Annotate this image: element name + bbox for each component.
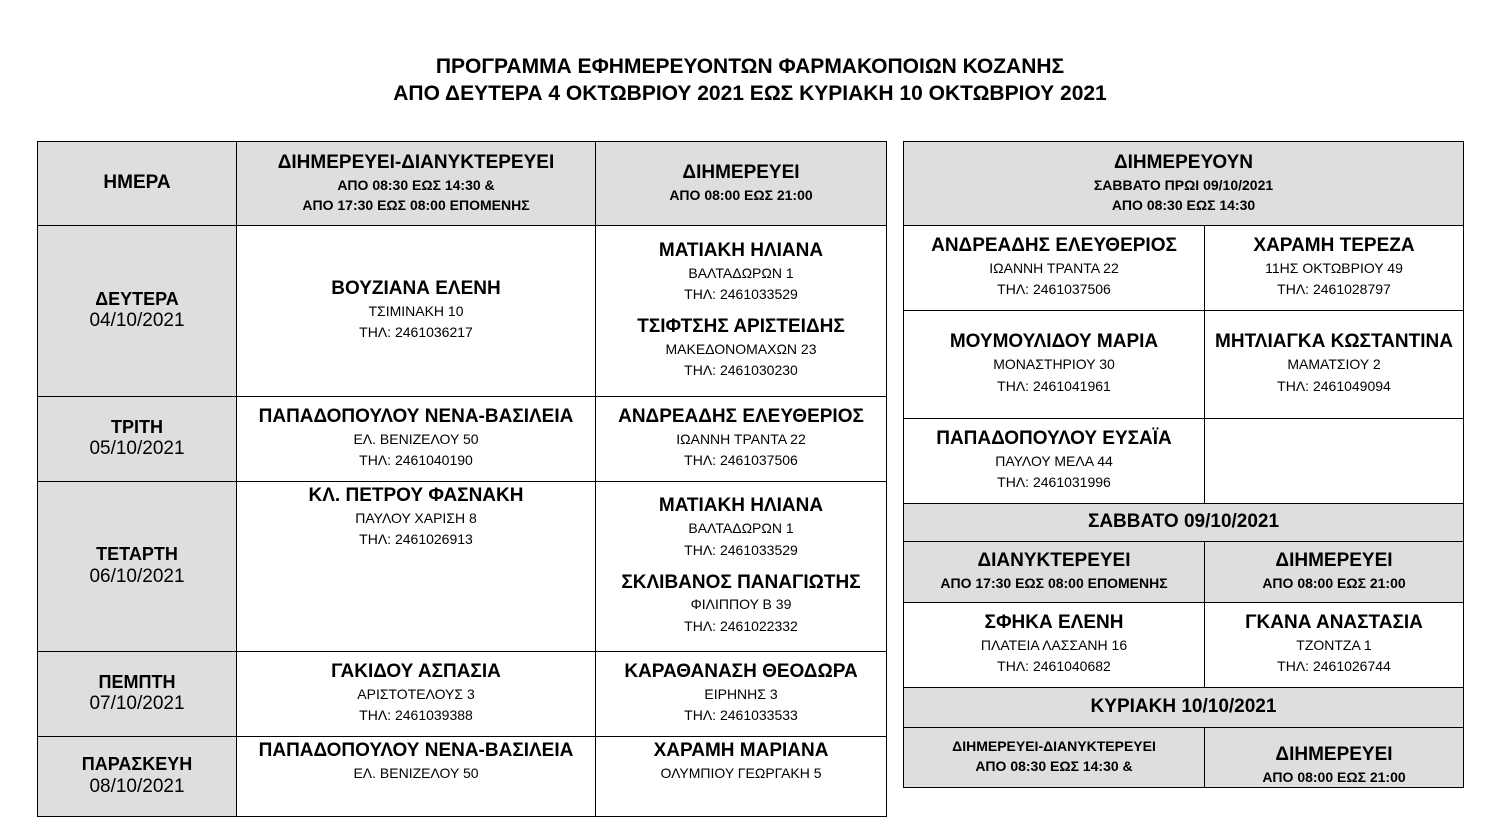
header-day-shift: ΔΙΗΜΕΡΕΥΕΙ ΑΠΟ 08:00 ΕΩΣ 21:00 — [596, 142, 887, 226]
pharmacy-cell: ΧΑΡΑΜΗ ΤΕΡΕΖΑ 11ΗΣ ΟΚΤΩΒΡΙΟΥ 49 ΤΗΛ: 2461028797 — [1205, 226, 1464, 311]
weekend-schedule-table — [903, 141, 1464, 788]
header-night-shift: ΔΙΗΜΕΡΕΥΕΙ-ΔΙΑΝΥΚΤΕΡΕΥΕΙ ΑΠΟ 08:30 ΕΩΣ 14:30 & ΑΠΟ 17:30 ΕΩΣ 08:00 ΕΠΟΜΕΝΗΣ — [237, 142, 596, 226]
weekday-schedule-table — [37, 141, 887, 817]
table-row-thursday — [38, 652, 887, 737]
night-pharmacy-cell: ΚΛ. ΠΕΤΡΟΥ ΦΑΣΝΑΚΗ ΠΑΥΛΟΥ ΧΑΡΙΣΗ 8 ΤΗΛ: 2461026913 — [237, 482, 596, 652]
saturday-shift-header-row — [904, 542, 1464, 603]
pharmacy-cell: ΑΝΔΡΕΑΔΗΣ ΕΛΕΥΘΕΡΙΟΣ ΙΩΑΝΝΗ ΤΡΑΝΤΑ 22 ΤΗΛ: 2461037506 — [904, 226, 1205, 311]
day-pharmacy-cell: ΜΑΤΙΑΚΗ ΗΛΙΑΝΑ ΒΑΛΤΑΔΩΡΩΝ 1 ΤΗΛ: 2461033529 ΣΚΛΙΒΑΝΟΣ ΠΑΝΑΓΙΩΤΗΣ ΦΙΛΙΠΠΟΥ Β 39 ΤΗΛ: 2461022332 — [596, 482, 887, 652]
night-pharmacy-cell: ΓΑΚΙΔΟΥ ΑΣΠΑΣΙΑ ΑΡΙΣΤΟΤΕΛΟΥΣ 3 ΤΗΛ: 2461039388 — [237, 652, 596, 737]
table-header-row — [38, 142, 887, 226]
day-pharmacy-cell: ΧΑΡΑΜΗ ΜΑΡΙΑΝΑ ΟΛΥΜΠΙΟΥ ΓΕΩΡΓΑΚΗ 5 — [596, 737, 887, 817]
header-day-shift: ΔΙΗΜΕΡΕΥΕΙ ΑΠΟ 08:00 ΕΩΣ 21:00 — [1205, 542, 1464, 603]
day-pharmacy-cell: ΚΑΡΑΘΑΝΑΣΗ ΘΕΟΔΩΡΑ ΕΙΡΗΝΗΣ 3 ΤΗΛ: 2461033533 — [596, 652, 887, 737]
table-row-monday — [38, 226, 887, 397]
day-pharmacy-cell: ΑΝΔΡΕΑΔΗΣ ΕΛΕΥΘΕΡΙΟΣ ΙΩΑΝΝΗ ΤΡΑΝΤΑ 22 ΤΗΛ: 2461037506 — [596, 397, 887, 482]
empty-cell — [1205, 419, 1464, 504]
pharmacy-cell: ΜΗΤΛΙΑΓΚΑ ΚΩΣΤΑΝΤΙΝΑ ΜΑΜΑΤΣΙΟΥ 2 ΤΗΛ: 2461049094 — [1205, 311, 1464, 419]
day-cell: ΠΕΜΠΤΗ 07/10/2021 — [38, 652, 237, 737]
day-pharmacy-cell: ΜΑΤΙΑΚΗ ΗΛΙΑΝΑ ΒΑΛΤΑΔΩΡΩΝ 1 ΤΗΛ: 2461033529 ΤΣΙΦΤΣΗΣ ΑΡΙΣΤΕΙΔΗΣ ΜΑΚΕΔΟΝΟΜΑΧΩΝ 23 ΤΗΛ: 2461030230 — [596, 226, 887, 397]
day-cell: ΤΡΙΤΗ 05/10/2021 — [38, 397, 237, 482]
day-cell: ΠΑΡΑΣΚΕΥΗ 08/10/2021 — [38, 737, 237, 817]
pharmacy-cell: ΓΚΑΝΑ ΑΝΑΣΤΑΣΙΑ ΤΖΟΝΤΖΑ 1 ΤΗΛ: 2461026744 — [1205, 603, 1464, 688]
saturday-morning-header: ΔΙΗΜΕΡΕΥΟΥΝ ΣΑΒΒΑΤΟ ΠΡΩΙ 09/10/2021 ΑΠΟ 08:30 ΕΩΣ 14:30 — [904, 142, 1464, 226]
document-subtitle: ΑΠΟ ΔΕΥΤΕΡΑ 4 ΟΚΤΩΒΡΙΟΥ 2021 ΕΩΣ ΚΥΡΙΑΚΗ 10 ΟΚΤΩΒΡΙΟΥ 2021 — [393, 82, 1107, 105]
document-title: ΠΡΟΓΡΑΜΜΑ ΕΦΗΜΕΡΕΥΟΝΤΩΝ ΦΑΡΜΑΚΟΠΟΙΩΝ ΚΟΖΑΝΗΣ — [435, 55, 1065, 78]
table-row — [904, 226, 1464, 311]
table-row-friday — [38, 737, 887, 817]
pharmacy-cell: ΠΑΠΑΔΟΠΟΥΛΟΥ ΕΥΣΑΪΑ ΠΑΥΛΟΥ ΜΕΛΑ 44 ΤΗΛ: 2461031996 — [904, 419, 1205, 504]
table-row — [904, 419, 1464, 504]
table-row-wednesday — [38, 482, 887, 652]
pharmacy-cell: ΣΦΗΚΑ ΕΛΕΝΗ ΠΛΑΤΕΙΑ ΛΑΣΣΑΝΗ 16 ΤΗΛ: 2461040682 — [904, 603, 1205, 688]
header-day: ΗΜΕΡΑ — [38, 142, 237, 226]
header-night-shift: ΔΙΗΜΕΡΕΥΕΙ-ΔΙΑΝΥΚΤΕΡΕΥΕΙ ΑΠΟ 08:30 ΕΩΣ 14:30 & — [904, 728, 1205, 788]
saturday-header: ΣΑΒΒΑΤΟ 09/10/2021 — [904, 504, 1464, 542]
night-pharmacy-cell: ΒΟΥΖΙΑΝΑ ΕΛΕΝΗ ΤΣΙΜΙΝΑΚΗ 10 ΤΗΛ: 2461036217 — [237, 226, 596, 397]
saturday-header-row — [904, 504, 1464, 542]
header-night-shift: ΔΙΑΝΥΚΤΕΡΕΥΕΙ ΑΠΟ 17:30 ΕΩΣ 08:00 ΕΠΟΜΕΝΗΣ — [904, 542, 1205, 603]
table-row — [904, 311, 1464, 419]
night-pharmacy-cell: ΠΑΠΑΔΟΠΟΥΛΟΥ ΝΕΝΑ-ΒΑΣΙΛΕΙΑ ΕΛ. ΒΕΝΙΖΕΛΟΥ 50 — [237, 737, 596, 817]
saturday-morning-header-row — [904, 142, 1464, 226]
sunday-header-row — [904, 688, 1464, 728]
pharmacy-cell: ΜΟΥΜΟΥΛΙΔΟΥ ΜΑΡΙΑ ΜΟΝΑΣΤΗΡΙΟΥ 30 ΤΗΛ: 2461041961 — [904, 311, 1205, 419]
sunday-shift-header-row — [904, 728, 1464, 788]
day-cell: ΔΕΥΤΕΡΑ 04/10/2021 — [38, 226, 237, 397]
table-row-tuesday — [38, 397, 887, 482]
day-cell: ΤΕΤΑΡΤΗ 06/10/2021 — [38, 482, 237, 652]
header-day-shift: ΔΙΗΜΕΡΕΥΕΙ ΑΠΟ 08:00 ΕΩΣ 21:00 — [1205, 728, 1464, 788]
night-pharmacy-cell: ΠΑΠΑΔΟΠΟΥΛΟΥ ΝΕΝΑ-ΒΑΣΙΛΕΙΑ ΕΛ. ΒΕΝΙΖΕΛΟΥ 50 ΤΗΛ: 2461040190 — [237, 397, 596, 482]
table-row — [904, 603, 1464, 688]
sunday-header: ΚΥΡΙΑΚΗ 10/10/2021 — [904, 688, 1464, 728]
